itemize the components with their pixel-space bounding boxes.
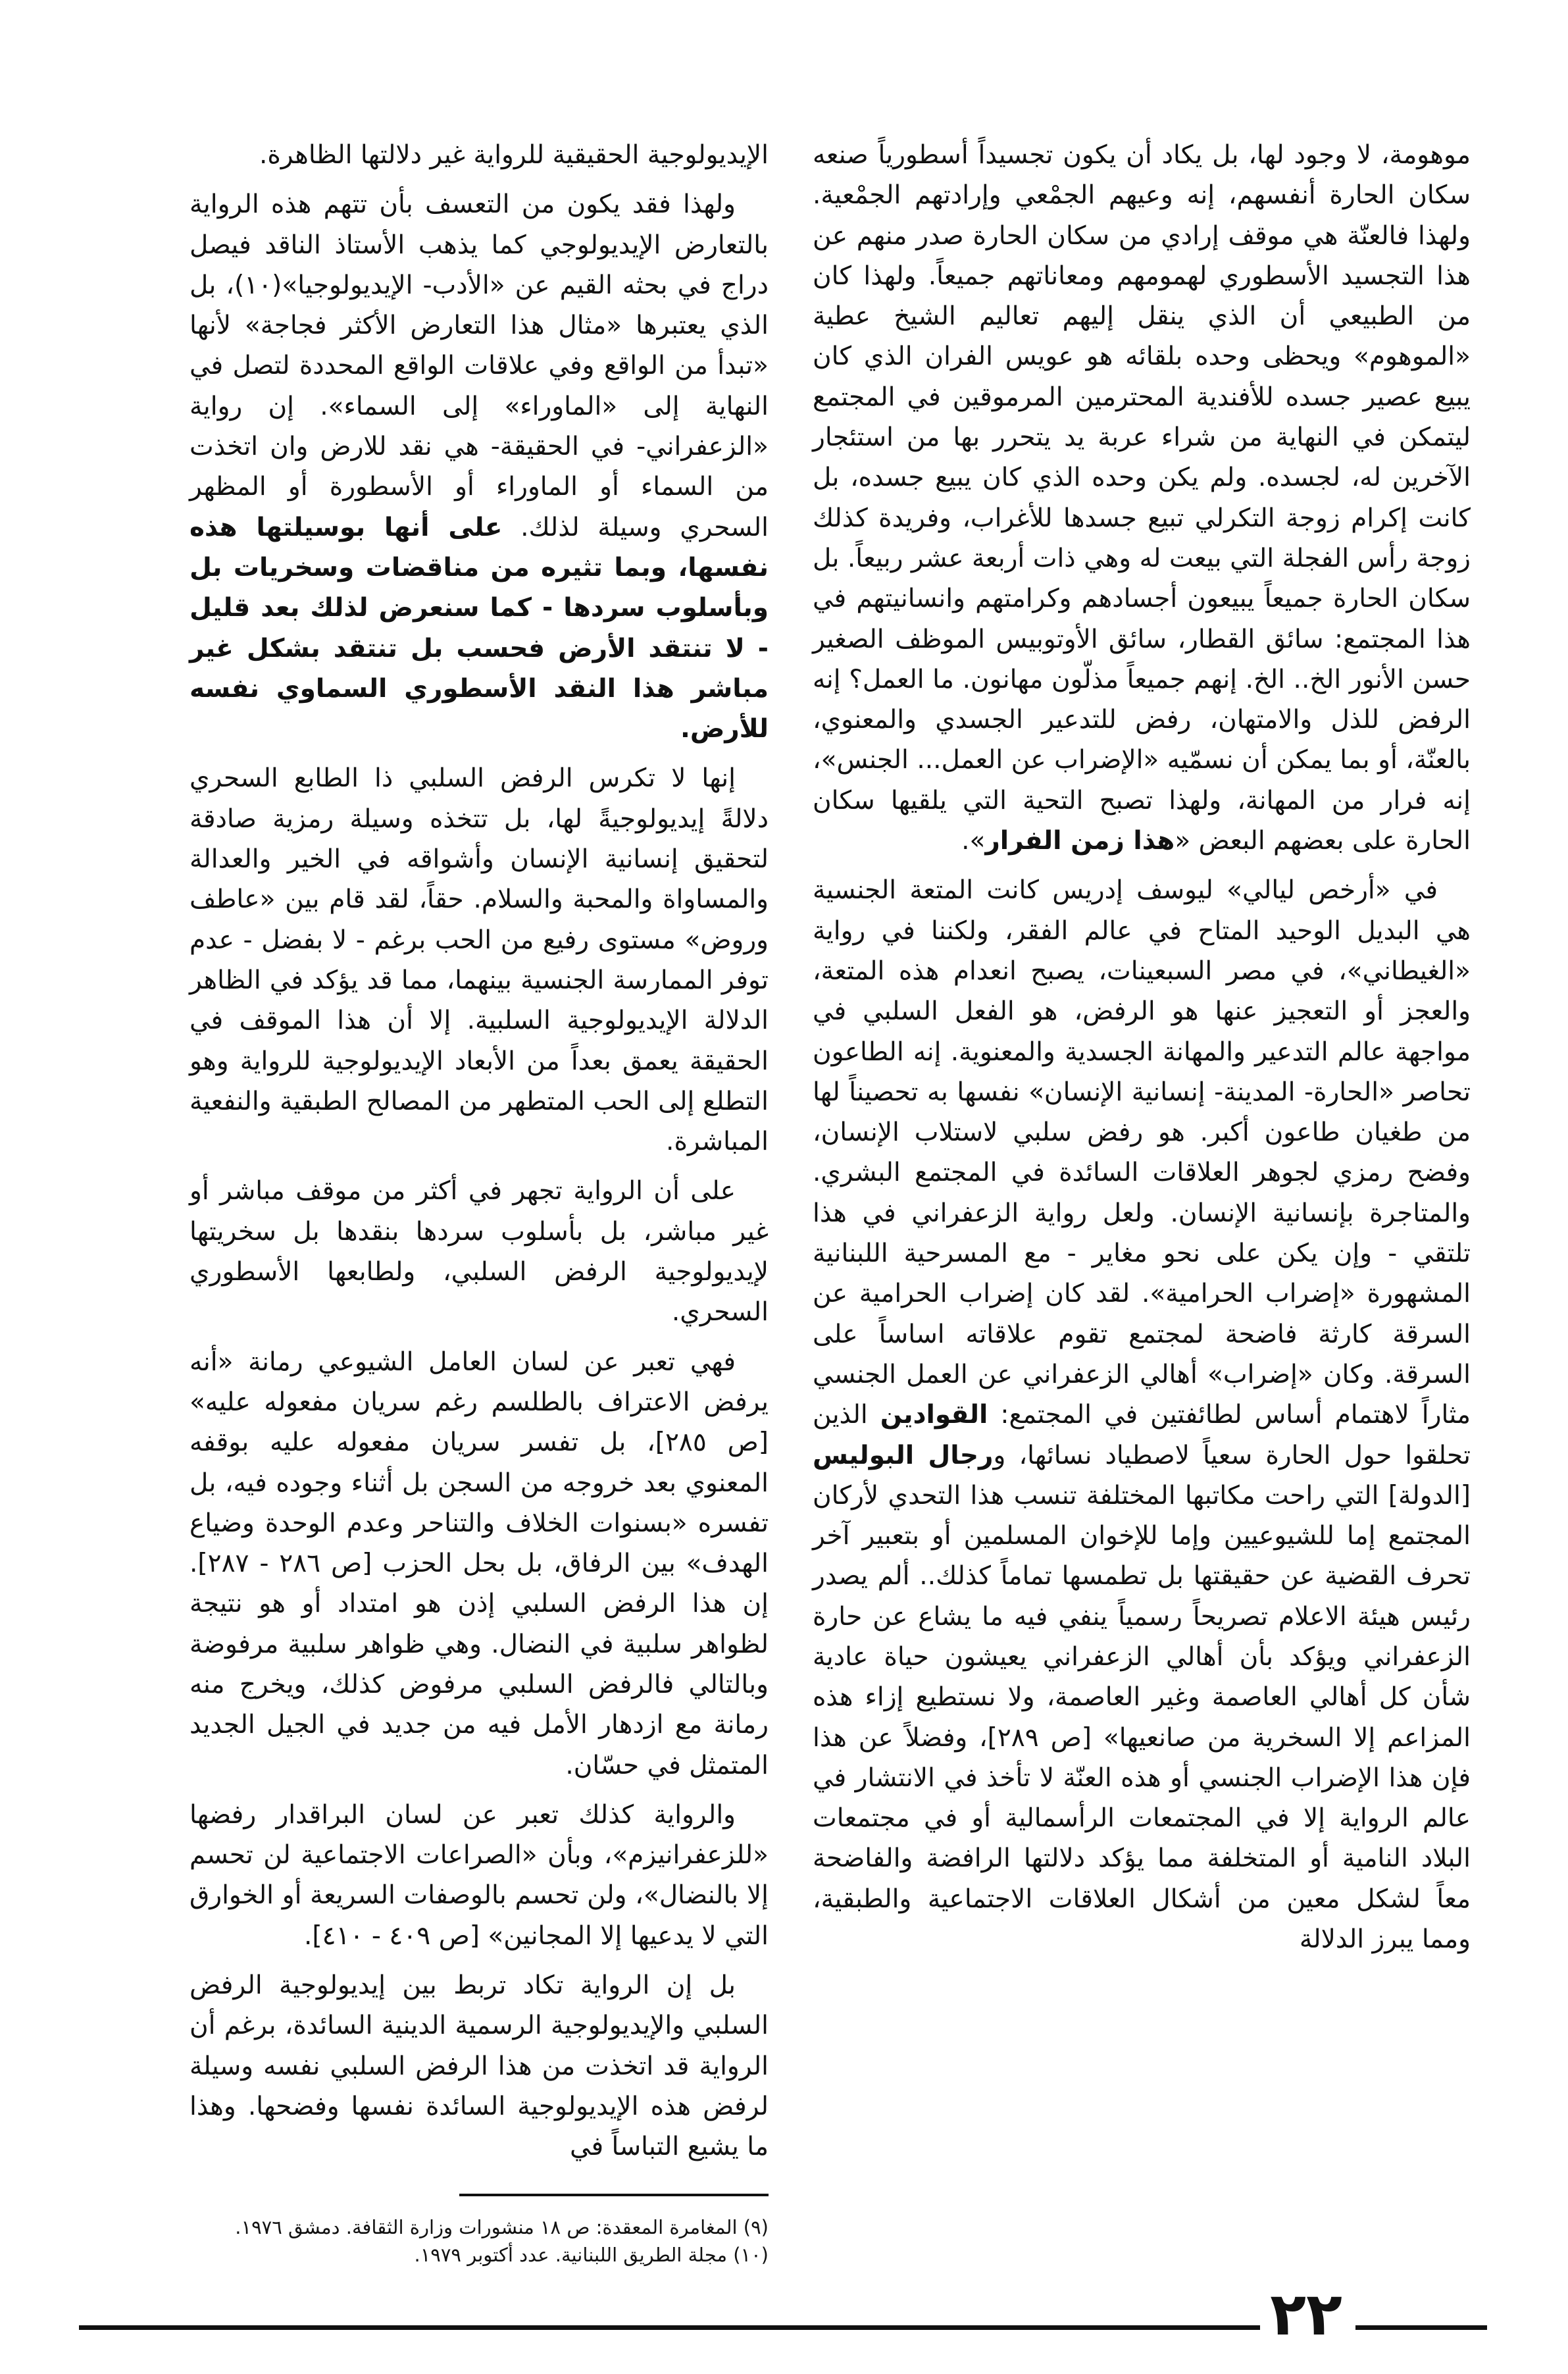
bold-text: القوادين — [880, 1400, 988, 1430]
paragraph — [190, 135, 769, 175]
text: الإيديولوجية الحقيقية للرواية غير دلالتها الظاهرة. — [259, 140, 769, 170]
paragraph — [190, 1171, 769, 1332]
paragraph — [190, 1965, 769, 2167]
text: موهومة، لا وجود لها، بل يكاد أن يكون تجسيداً أسطورياً صنعه سكان الحارة أنفسهم، إنه وعيهم الجمْعي وإرادتهم الجمْعية. ولهذا فالعنّة هي موقف إرادي من سكان الحارة صدر منهم عن هذا التجسيد الأسطوري لهمومهم ومعاناتهم جميعاً. ولهذا كان من الطبيعي أن الذي ينقل إليهم تعاليم الشيخ عطية «الموهوم» ويحظى وحده بلقائه هو عويس الفران الذي كان يبيع عصير جسده للأفندية المحترمين المرموقين في المجتمع ليتمكن في النهاية من شراء عربة يد يتحرر بها من استئجار الآخرين له، لجسده. ولم يكن وحده الذي كان يبيع جسده، بل كانت إكرام زوجة التكرلي تبيع جسدها للأغراب، وفريدة كذلك زوجة رأس الفجلة التي بيعت له وهي ذات أربعة عشر ربيعاً. بل سكان الحارة جميعاً يبيعون أجسادهم وكرامتهم وانسانيتهم في هذا المجتمع: سائق القطار، سائق الأوتوبيس الموظف الصغير حسن الأنور الخ.. الخ. إنهم جميعاً مذلّون مهانون. ما العمل؟ إنه الرفض للذل والامتهان، رفض للتدعير الجسدي والمعنوي، بالعنّة، أو بما يمكن أن نسمّيه «الإضراب عن العمل... الجنس»، إنه فرار من المهانة، ولهذا تصبح التحية التي يلقيها سكان الحارة على بعضهم البعض « — [813, 140, 1471, 856]
text: والرواية كذلك تعبر عن لسان البراقدار رفضها «للزعفرانيزم»، وبأن «الصراعات الاجتماعية لن تحسم إلا بالنضال»، ولن تحسم بالوصفات السريعة أو الخوارق التي لا يدعيها إلا المجانين» [ص ٤٠٩ - ٤١٠]. — [190, 1799, 769, 1951]
paragraph — [190, 1342, 769, 1786]
bold-text: على أنها بوسيلتها هذه نفسها، وبما تثيره من مناقضات وسخريات بل وبأسلوب سردها - كما سنعرض لذلك بعد قليل - لا تنتقد الأرض فحسب بل تنتقد بشكل غير مباشر هذا النقد الأسطوري السماوي نفسه للأرض. — [190, 512, 769, 744]
text: إنها لا تكرس الرفض السلبي ذا الطابع السحري دلالةً إيديولوجيةً لها، بل تتخذه وسيلة رمزية صادقة لتحقيق إنسانية الإنسان وأشواقه في الخير والعدالة والمساواة والمحبة والسلام. حقاً، لقد قام بين «عاطف وروض» مستوى رفيع من الحب برغم - لا بفضل - عدم توفر الممارسة الجنسية بينهما، مما قد يؤكد في الظاهر الدلالة الإيديولوجية السلبية. إلا أن هذا الموقف في الحقيقة يعمق بعداً من الأبعاد الإيديولوجية للرواية وهو التطلع إلى الحب المتطهر من المصالح الطبقية والنفعية المباشرة. — [190, 763, 769, 1157]
text: ولهذا فقد يكون من التعسف بأن تتهم هذه الرواية بالتعارض الإيديولوجي كما يذهب الأستاذ الناقد فيصل دراج في بحثه القيم عن «الأدب- الإيديولوجيا»(١٠)، بل الذي يعتبرها «مثال هذا التعارض الأكثر فجاجة» لأنها «تبدأ من الواقع وفي علاقات الواقع المحددة لتصل في النهاية إلى «الماوراء» إلى السماء». إن رواية «الزعفراني- في الحقيقة- هي نقد للارض وان اتخذت من السماء أو الماوراء أو الأسطورة أو المظهر السحري وسيلة لذلك. — [190, 190, 769, 542]
page-number: ٢٢ — [1270, 2280, 1342, 2349]
bottom-rule — [79, 2325, 1260, 2330]
footnote-9: (٩) المغامرة المعقدة: ص ١٨ منشورات وزارة الثقافة. دمشق ١٩٧٦. — [235, 2215, 769, 2238]
paragraph — [813, 870, 1471, 1959]
left-column-body — [190, 135, 769, 2167]
paragraph — [190, 184, 769, 749]
footnotes — [190, 2213, 769, 2269]
text: على أن الرواية تجهر في أكثر من موقف مباشر أو غير مباشر، بل بأسلوب سردها بنقدها بل سخريتها لإيديولوجية الرفض السلبي، ولطابعها الأسطوري السحري. — [190, 1176, 769, 1328]
text: [الدولة] التي راحت مكاتبها المختلفة تنسب هذا التحدي لأركان المجتمع إما للشيوعيين وإما للإخوان المسلمين أو بتعبير آخر تحرف القضية عن حقيقتها بل تطمسها تماماً كذلك.. ألم يصدر رئيس هيئة الاعلام تصريحاً رسمياً ينفي فيه ما يشاع عن حارة الزعفراني ويؤكد بأن أهالي الزعفراني يعيشون حياة عادية شأن كل أهالي العاصمة وغير العاصمة، ولا نستطيع إزاء هذه المزاعم إلا السخرية من صانعيها» [ص ٢٨٩]، وفضلاً عن هذا فإن هذا الإضراب الجنسي أو هذه العنّة لا تأخذ في الانتشار في عالم الرواية إلا في المجتمعات الرأسمالية أو في مجتمعات البلاد النامية أو المتخلفة مما يؤكد دلالتها الرافضة والفاضحة معاً لشكل معين من أشكال العلاقات الاجتماعية والطبقية، ومما يبرز الدلالة — [813, 1480, 1471, 1955]
right-column — [813, 135, 1471, 1959]
text: في «أرخص ليالي» ليوسف إدريس كانت المتعة الجنسية هي البديل الوحيد المتاح في عالم الفقر، ولكننا في رواية «الغيطاني»، في مصر السبعينات، يصبح انعدام هذه المتعة، والعجز أو التعجيز عنها هو الرفض، هو الفعل السلبي في مواجهة عالم التدعير والمهانة الجسدية والمعنوية. إنه الطاعون تحاصر «الحارة- المدينة- إنسانية الإنسان» نفسها به تحصيناً لها من طغيان طاعون أكبر. هو رفض سلبي لاستلاب الإنسان، وفضح رمزي لجوهر العلاقات السائدة في المجتمع البشري. والمتاجرة بإنسانية الإنسان. ولعل رواية الزعفراني في هذا تلتقي - وإن يكن على نحو مغاير - مع المسرحية اللبنانية المشهورة «إضراب الحرامية». لقد كان إضراب الحرامية عن السرقة كارثة فاضحة لمجتمع تقوم علاقاته اساساً على السرقة. وكان «إضراب» أهالي الزعفراني عن العمل الجنسي مثاراً لاهتمام أساس لطائفتين في المجتمع: — [813, 875, 1471, 1430]
page-footer — [79, 2282, 1487, 2348]
bold-text: رجال البوليس — [813, 1440, 994, 1470]
text: الذين تحلقوا حول الحارة سعياً لاصطياد نسائها، و — [813, 1400, 1471, 1470]
bold-text: هذا زمن الفرار — [985, 826, 1175, 856]
text: فهي تعبر عن لسان العامل الشيوعي رمانة «أنه يرفض الاعتراف بالطلسم رغم سريان مفعوله عليه» [ص ٢٨٥]، بل تفسر سريان مفعوله عليه بوقفه المعنوي بعد خروجه من السجن بل أثناء وجوده فيه، بل تفسره «بسنوات الخلاف والتناحر وعدم الوحدة وضياع الهدف» بين الرفاق، بل بحل الحزب [ص ٢٨٦ - ٢٨٧]. إن هذا الرفض السلبي إذن هو امتداد أو هو نتيجة لظواهر سلبية في النضال. وهي ظواهر سلبية مرفوضة وبالتالي فالرفض السلبي مرفوض كذلك، ويخرج منه رمانة مع ازدهار الأمل فيه من جديد في الجيل الجديد المتمثل في حسّان. — [190, 1347, 769, 1780]
footnote-block — [190, 2194, 769, 2269]
text: ». — [961, 826, 986, 856]
left-column — [190, 135, 769, 2269]
paragraph — [190, 758, 769, 1162]
footnote-10: (١٠) مجلة الطريق اللبنانية. عدد أكتوبر ١٩٧٩. — [414, 2243, 769, 2266]
paragraph — [190, 1795, 769, 1956]
footnote-divider — [459, 2194, 769, 2196]
bottom-rule — [1355, 2325, 1487, 2330]
text: بل إن الرواية تكاد تربط بين إيديولوجية الرفض السلبي والإيديولوجية الرسمية الدينية السائدة، برغم أن الرواية قد اتخذت من هذا الرفض السلبي نفسه وسيلة لرفض هذه الإيديولوجية السائدة نفسها وفضحها. وهذا ما يشيع التباساً في — [190, 1971, 769, 2162]
paragraph — [813, 135, 1471, 861]
